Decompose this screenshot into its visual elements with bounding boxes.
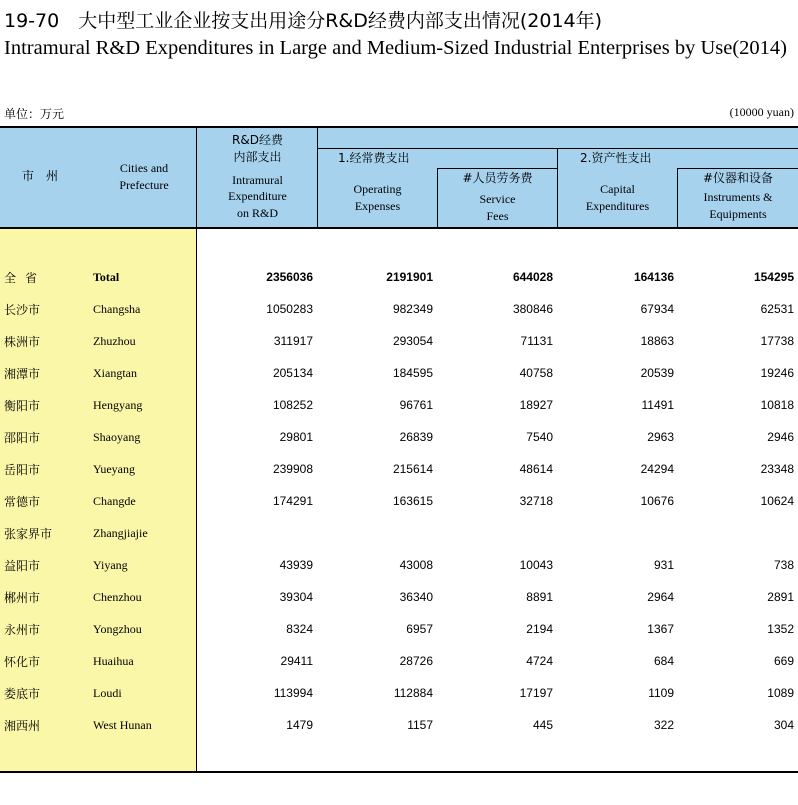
value-svc: 71131	[520, 334, 553, 348]
city-name-chinese: 衡阳市	[4, 399, 41, 413]
table-row	[0, 293, 798, 325]
value-cap: 322	[653, 718, 674, 732]
city-name-chinese: 长沙市	[4, 303, 41, 317]
value-inst: 10818	[760, 398, 794, 412]
table-title-english: Intramural R&D Expenditures in Large and Medium-Sized Industrial Enterprises by Use(2014)	[4, 37, 787, 59]
city-name-chinese: 永州市	[4, 623, 41, 637]
value-cap: 24294	[640, 462, 674, 476]
value-svc: 18927	[519, 398, 553, 412]
header-operating-expenses: Operating Expenses	[353, 182, 402, 213]
value-op: 215614	[392, 462, 433, 476]
city-name-chinese: 怀化市	[4, 655, 41, 669]
value-svc: 48614	[519, 462, 553, 476]
value-rd: 205134	[272, 366, 313, 380]
header-instruments-equipments: #仪器和设备 Instruments & Equipments	[702, 171, 774, 221]
value-cap: 684	[653, 654, 674, 668]
header-city-chinese: 市 州	[21, 169, 58, 183]
value-svc: 380846	[512, 302, 553, 316]
value-svc: 445	[532, 718, 553, 732]
value-rd: 113994	[273, 686, 313, 700]
value-op: 184595	[392, 366, 433, 380]
city-name-english: Zhangjiajie	[93, 526, 148, 540]
value-inst: 1352	[767, 622, 794, 636]
value-op: 112884	[393, 686, 433, 700]
value-cap: 11491	[641, 398, 674, 412]
value-op: 6957	[406, 622, 433, 636]
city-name-chinese: 邵阳市	[4, 431, 41, 445]
value-rd: 2356036	[266, 270, 313, 284]
value-cap: 18863	[640, 334, 674, 348]
city-name-english: Changsha	[93, 302, 141, 316]
city-name-chinese: 湘潭市	[4, 367, 41, 381]
table-row	[0, 389, 798, 421]
city-name-english: Xiangtan	[93, 366, 137, 380]
value-svc: 32718	[519, 494, 553, 508]
value-svc: 8891	[526, 590, 553, 604]
value-inst: 738	[773, 558, 794, 572]
city-name-chinese: 株洲市	[4, 335, 41, 349]
value-inst: 2946	[767, 430, 794, 444]
city-name-english: Yiyang	[93, 558, 128, 572]
city-name-english: Zhuzhou	[93, 334, 136, 348]
value-inst: 62531	[760, 302, 794, 316]
value-svc: 10043	[519, 558, 553, 572]
value-rd: 311917	[273, 334, 313, 348]
city-name-english: Loudi	[93, 686, 122, 700]
table-row	[0, 709, 798, 741]
value-svc: 4724	[526, 654, 553, 668]
city-name-english: Yongzhou	[93, 622, 142, 636]
value-op: 163615	[392, 494, 433, 508]
city-name-english: Huaihua	[93, 654, 134, 668]
value-rd: 174291	[272, 494, 313, 508]
city-name-english: Total	[93, 270, 120, 284]
value-cap: 164136	[633, 270, 674, 284]
unit-label-english: (10000 yuan)	[729, 105, 794, 119]
value-svc: 7540	[526, 430, 553, 444]
value-inst: 304	[773, 718, 794, 732]
value-op: 28726	[399, 654, 433, 668]
header-bottom-rule	[0, 227, 798, 229]
header-group-rule	[317, 148, 798, 149]
value-op: 96761	[399, 398, 433, 412]
value-op: 293054	[392, 334, 433, 348]
value-inst: 17738	[760, 334, 794, 348]
value-inst: 154295	[753, 270, 794, 284]
table-row	[0, 549, 798, 581]
value-inst: 10624	[760, 494, 794, 508]
city-name-english: Hengyang	[93, 398, 143, 412]
table-row	[0, 517, 798, 549]
value-rd: 1050283	[266, 302, 313, 316]
table-row	[0, 645, 798, 677]
value-rd: 108252	[272, 398, 313, 412]
header-city-english: Cities and Prefecture	[119, 161, 169, 192]
value-rd: 1479	[286, 718, 313, 732]
value-svc: 17197	[519, 686, 553, 700]
value-cap: 1109	[648, 686, 674, 700]
city-name-english: Yueyang	[93, 462, 135, 476]
header-rd-expenditure: R&D经费 内部支出 Intramural Expenditure on R&D	[228, 133, 287, 221]
header-operating-group: 1.经常费支出	[338, 151, 410, 165]
value-inst: 669	[773, 654, 794, 668]
table-row	[0, 581, 798, 613]
value-op: 36340	[399, 590, 433, 604]
city-name-english: West Hunan	[93, 718, 152, 732]
table-row	[0, 357, 798, 389]
city-name-chinese: 娄底市	[4, 687, 41, 701]
value-rd: 39304	[279, 590, 313, 604]
value-svc: 644028	[512, 270, 553, 284]
city-name-english: Shaoyang	[93, 430, 141, 444]
header-subgroup-rule	[677, 168, 798, 169]
value-rd: 29411	[280, 654, 313, 668]
header-service-fees: #人员劳务费 Service Fees	[462, 171, 533, 223]
value-inst: 2891	[767, 590, 794, 604]
table-row-total	[0, 261, 798, 293]
table-row	[0, 485, 798, 517]
header-subgroup-rule	[437, 168, 557, 169]
value-rd: 239908	[272, 462, 313, 476]
value-rd: 8324	[286, 622, 313, 636]
value-op: 982349	[392, 302, 433, 316]
city-name-english: Chenzhou	[93, 590, 142, 604]
header-capital-group: 2.资产性支出	[580, 151, 652, 165]
value-cap: 10676	[640, 494, 674, 508]
value-op: 2191901	[386, 270, 433, 284]
bottom-rule	[0, 771, 798, 773]
value-inst: 1089	[767, 686, 794, 700]
value-cap: 2964	[647, 590, 674, 604]
value-svc: 40758	[519, 366, 553, 380]
value-cap: 931	[653, 558, 674, 572]
value-op: 26839	[399, 430, 433, 444]
value-svc: 2194	[526, 622, 553, 636]
value-cap: 67934	[640, 302, 674, 316]
city-name-chinese: 张家界市	[4, 527, 53, 541]
table-row	[0, 677, 798, 709]
value-rd: 29801	[279, 430, 313, 444]
value-op: 1157	[407, 718, 433, 732]
city-name-chinese: 郴州市	[4, 591, 41, 605]
table-row	[0, 613, 798, 645]
header-capital-expenditures: Capital Expenditures	[585, 182, 650, 213]
value-cap: 1367	[647, 622, 674, 636]
city-name-chinese: 常德市	[4, 495, 41, 509]
table-row	[0, 325, 798, 357]
table-row	[0, 453, 798, 485]
city-name-chinese: 益阳市	[4, 559, 41, 573]
table-title-chinese: 19-70 大中型工业企业按支出用途分R&D经费内部支出情况(2014年)	[4, 10, 603, 32]
city-name-chinese: 岳阳市	[4, 463, 41, 477]
top-rule	[0, 126, 798, 128]
city-name-english: Changde	[93, 494, 136, 508]
value-inst: 23348	[760, 462, 794, 476]
city-name-chinese: 全省	[4, 271, 47, 285]
value-op: 43008	[399, 558, 433, 572]
table-row	[0, 421, 798, 453]
value-cap: 2963	[647, 430, 674, 444]
value-inst: 19246	[760, 366, 794, 380]
unit-label-chinese: 单位：万元	[4, 107, 65, 121]
value-rd: 43939	[279, 558, 313, 572]
value-cap: 20539	[640, 366, 674, 380]
city-name-chinese: 湘西州	[4, 719, 41, 733]
